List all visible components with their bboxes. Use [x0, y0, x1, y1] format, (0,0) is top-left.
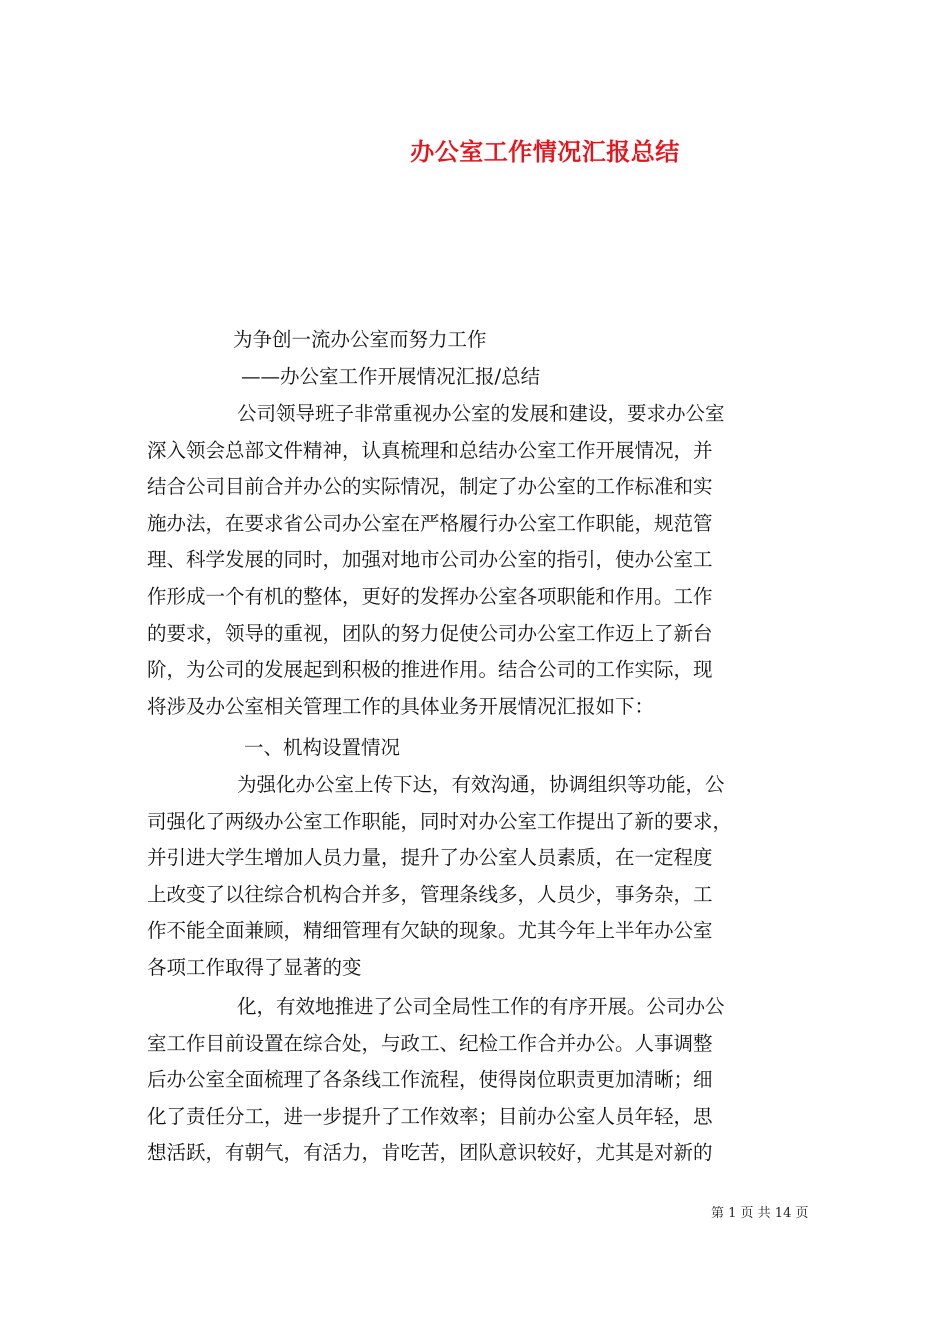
paragraph-line: 阶，为公司的发展起到积极的推进作用。结合公司的工作实际，现	[147, 658, 713, 682]
paragraph-line: 施办法，在要求省公司办公室在严格履行办公室工作职能，规范管	[147, 511, 713, 535]
page-number: 第 1 页 共 14 页	[711, 1206, 809, 1221]
paragraph-line: 化，有效地推进了公司全局性工作的有序开展。公司办公	[237, 995, 725, 1018]
paragraph-line: 理、科学发展的同时，加强对地市公司办公室的指引，使办公室工	[147, 548, 713, 572]
document-title: 办公室工作情况汇报总结	[410, 137, 680, 166]
paragraph-line: 并引进大学生增加人员力量，提升了办公室人员素质，在一定程度	[147, 846, 713, 870]
paragraph-line: 司强化了两级办公室工作职能，同时对办公室工作提出了新的要求，	[147, 809, 733, 833]
paragraph-line: 深入领会总部文件精神，认真梳理和总结办公室工作开展情况，并	[147, 438, 713, 462]
section-heading-organization: 一、机构设置情况	[244, 736, 401, 759]
paragraph-line: 上改变了以往综合机构合并多，管理条线多，人员少，事务杂，工	[147, 882, 713, 906]
paragraph-organization	[147, 767, 809, 987]
document-subtitle: 为争创一流办公室而努力工作	[233, 328, 487, 351]
paragraph-line: 室工作目前设置在综合处，与政工、纪检工作合并办公。人事调整	[147, 1031, 713, 1055]
paragraph-line: 各项工作取得了显著的变	[147, 955, 362, 979]
paragraph-continuation	[147, 989, 809, 1172]
paragraph-line: 将涉及办公室相关管理工作的具体业务开展情况汇报如下：	[147, 694, 655, 718]
paragraph-line: 作不能全面兼顾，精细管理有欠缺的现象。尤其今年上半年办公室	[147, 919, 713, 943]
paragraph-line: 想活跃，有朝气，有活力，肯吃苦，团队意识较好，尤其是对新的	[147, 1141, 713, 1165]
paragraph-line: 结合公司目前合并办公的实际情况，制定了办公室的工作标准和实	[147, 475, 713, 499]
paragraph-line: 化了责任分工，进一步提升了工作效率；目前办公室人员年轻，思	[147, 1104, 713, 1128]
paragraph-line: 的要求，领导的重视，团队的努力促使公司办公室工作迈上了新台	[147, 621, 713, 645]
paragraph-line: 为强化办公室上传下达，有效沟通，协调组织等功能，公	[237, 773, 725, 796]
paragraph-intro	[147, 396, 809, 725]
document-subtitle-secondary: ——办公室工作开展情况汇报/总结	[241, 365, 541, 388]
paragraph-line: 作形成一个有机的整体，更好的发挥办公室各项职能和作用。工作	[147, 584, 713, 608]
paragraph-line: 公司领导班子非常重视办公室的发展和建设，要求办公室	[237, 402, 725, 425]
paragraph-line: 后办公室全面梳理了各条线工作流程，使得岗位职责更加清晰；细	[147, 1068, 713, 1092]
